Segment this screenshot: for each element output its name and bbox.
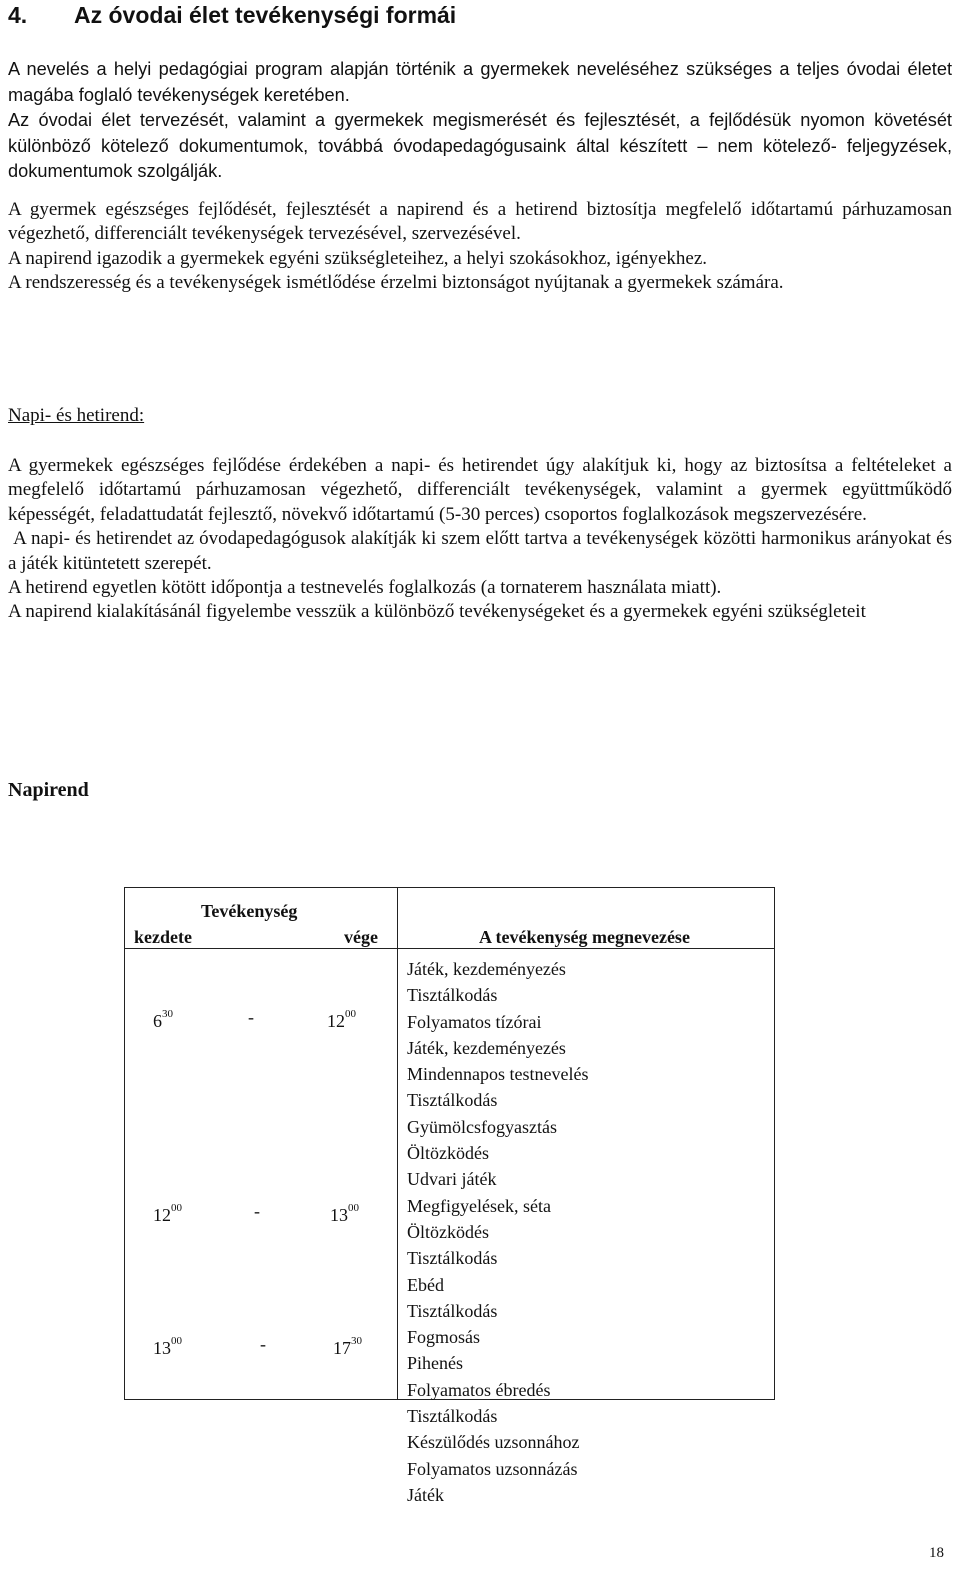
time-dash: - bbox=[248, 1007, 254, 1027]
body-paragraph: A napi- és hetirendet az óvodapedagógusok alakítják ki szem előtt tartva a tevékenységek közötti harmonikus arányokat és a játék kitüntetett szerepét. bbox=[8, 528, 957, 574]
activity-item: Játék, kezdeményezés bbox=[407, 959, 566, 979]
activity-item: Tisztálkodás bbox=[407, 1300, 498, 1321]
activity-item: Folyamatos ébredés bbox=[407, 1379, 551, 1400]
body-paragraph: A gyermek egészséges fejlődését, fejlesztését a napirend és a hetirend biztosítja megfelelő időtartamú párhuzamosan végezhető, differenciált tevékenységek tervezésével, szervezésével. bbox=[8, 199, 952, 245]
time-start: $6^{30}$ bbox=[153, 1008, 173, 1031]
header-megnevezes: A tevékenység megnevezése bbox=[479, 927, 690, 947]
activity-item: Pihenés bbox=[407, 1353, 463, 1374]
intro-block bbox=[8, 57, 952, 185]
activity-item: Tisztálkodás bbox=[407, 1406, 498, 1427]
body-paragraph: A gyermekek egészséges fejlődése érdekében a napi- és hetirendet úgy alakítjuk ki, hogy az biztosítsa a feltételeket a megfelelő időtartamú párhuzamosan végezhető, differenciált tevékenységek, valamint a gyermek együttműködő képességét, feladattudatát fejlesztő, növekvő időtartamú (5-30 perces) csoportos foglalkozások megszervezésére. bbox=[8, 455, 952, 525]
body-paragraph: A rendszeresség és a tevékenységek ismétlődése érzelmi biztonságot nyújtanak a gyermekek számára. bbox=[8, 272, 784, 294]
napirend-heading: Napirend bbox=[8, 779, 89, 801]
body-paragraph: A hetirend egyetlen kötött időpontja a testnevelés foglalkozás (a tornaterem használata miatt). bbox=[8, 577, 722, 599]
daily-routine-intro-block bbox=[8, 198, 952, 296]
time-start: $12^{00}$ bbox=[153, 1202, 182, 1225]
activity-item: Ebéd bbox=[407, 1274, 444, 1295]
activity-item: Folyamatos uzsonnázás bbox=[407, 1458, 578, 1479]
time-start: $13^{00}$ bbox=[153, 1335, 182, 1358]
napi-hetirend-block bbox=[8, 454, 957, 625]
activity-item: Udvari játék bbox=[407, 1169, 497, 1190]
section-heading bbox=[8, 0, 456, 30]
activity-item: Tisztálkodás bbox=[407, 985, 498, 1006]
section-title: Az óvodai élet tevékenységi formái bbox=[74, 2, 457, 28]
activity-item: Folyamatos tízórai bbox=[407, 1011, 542, 1032]
activity-item: Gyümölcsfogyasztás bbox=[407, 1116, 557, 1137]
intro-paragraph: A nevelés a helyi pedagógiai program alapján történik a gyermekek neveléséhez szükséges a teljes óvodai életet magába foglaló tevékenységek keretében. bbox=[8, 59, 952, 105]
section-number: 4. bbox=[8, 2, 28, 28]
header-vege: vége bbox=[344, 927, 378, 947]
activity-list bbox=[407, 956, 588, 1508]
activity-item: Játék bbox=[407, 1484, 444, 1505]
body-paragraph: A napirend igazodik a gyermekek egyéni szükségleteihez, a helyi szokásokhoz, igényekhez. bbox=[8, 247, 708, 269]
body-paragraph: A napirend kialakításánál figyelembe vesszük a különböző tevékenységeket és a gyermekek egyéni szükségleteit bbox=[8, 601, 866, 623]
page-number: 18 bbox=[929, 1545, 944, 1561]
header-tevekenyseg: Tevékenység bbox=[201, 901, 298, 921]
time-dash: - bbox=[254, 1201, 260, 1221]
table-column-divider bbox=[397, 888, 398, 1399]
activity-item: Készülődés uzsonnához bbox=[407, 1432, 580, 1453]
table-header-divider bbox=[125, 948, 774, 949]
activity-item: Öltözködés bbox=[407, 1143, 489, 1164]
activity-item: Játék, kezdeményezés bbox=[407, 1037, 566, 1058]
time-dash: - bbox=[260, 1334, 266, 1354]
activity-item: Fogmosás bbox=[407, 1327, 481, 1348]
intro-paragraph: Az óvodai élet tervezését, valamint a gyermekek megismerését és fejlesztését, a fejlődésük nyomon követését különböző kötelező dokumentumok, továbbá óvodapedagógusaink által készített – nem kötelező- feljegyzések, dokumentumok szolgálják. bbox=[8, 110, 952, 182]
time-end: $13^{00}$ bbox=[330, 1202, 359, 1225]
activity-item: Megfigyelések, séta bbox=[407, 1195, 551, 1216]
napirend-table bbox=[124, 887, 775, 1505]
activity-item: Öltözködés bbox=[407, 1221, 489, 1242]
subheading-napi-hetirend: Napi- és hetirend: bbox=[8, 405, 145, 426]
activity-item: Tisztálkodás bbox=[407, 1248, 498, 1269]
header-kezdete: kezdete bbox=[134, 927, 192, 947]
activity-item: Mindennapos testnevelés bbox=[407, 1064, 589, 1085]
activity-item: Tisztálkodás bbox=[407, 1090, 498, 1111]
time-end: $17^{30}$ bbox=[333, 1335, 362, 1358]
time-end: $12^{00}$ bbox=[327, 1008, 356, 1031]
